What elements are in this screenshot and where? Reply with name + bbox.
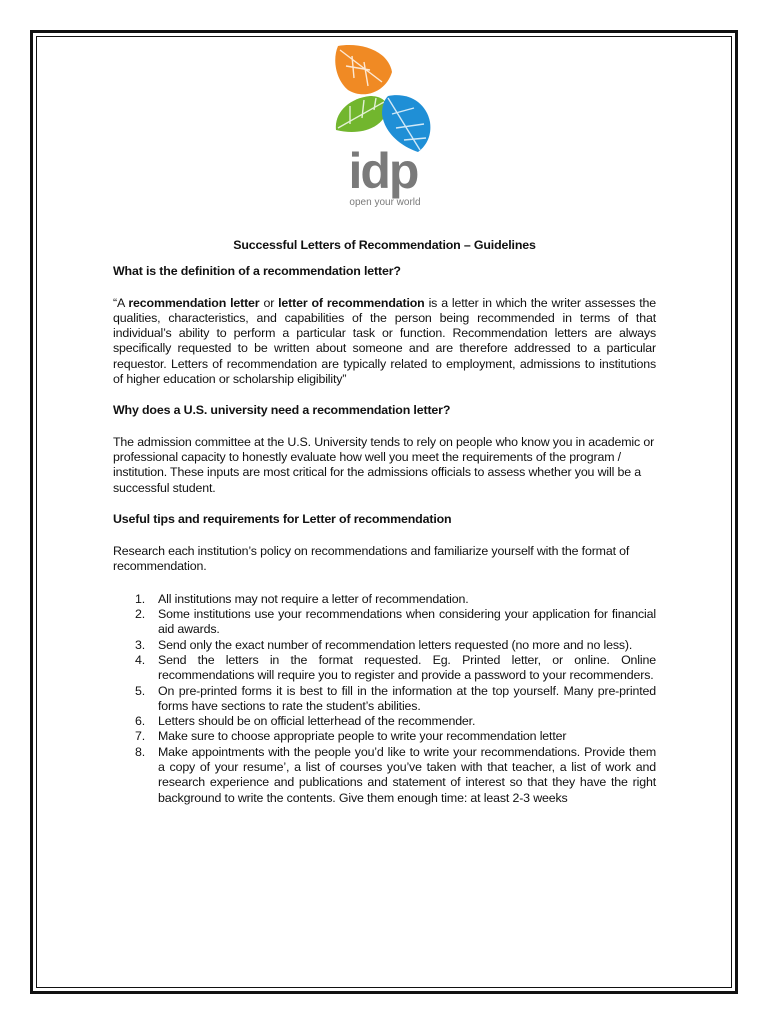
definition-term-letter-of-recommendation: letter of recommendation xyxy=(278,295,425,310)
tips-intro-paragraph: Research each institution’s policy on recommendations and familiarize yourself with the format of recommendation. xyxy=(113,544,630,574)
list-item-number: 7. xyxy=(135,729,146,744)
definition-quote-open: “A xyxy=(113,295,129,310)
list-item xyxy=(135,652,656,684)
list-item xyxy=(135,637,656,653)
list-item-number: 3. xyxy=(135,637,146,652)
list-item-text: Make appointments with the people you’d like to write your recommendations. Provide them a copy of your resume’, a list of courses you’ve taken with that teacher, a list of work and research experience and publications and statement of interest so that they have the right background to write the contents. Give them enough time: at least 2-3 weeks xyxy=(158,744,656,805)
list-item xyxy=(135,607,656,638)
list-item-number: 5. xyxy=(135,683,146,698)
list-item xyxy=(135,591,656,607)
list-item xyxy=(135,714,656,729)
tips-list xyxy=(113,592,656,806)
section-heading-definition: What is the definition of a recommendation letter? xyxy=(113,264,401,279)
list-item-text: All institutions may not require a letter of recommendation. xyxy=(158,591,469,606)
list-item-text: On pre-printed forms it is best to fill in the information at the top yourself. Many pre-printed forms have sections to rate the student’s abilities. xyxy=(158,683,656,713)
definition-text: is a letter in which the writer assesses the qualities, characteristics, and capabilities of the person being recommended in terms of that individual’s ability to perform a particular task or function. Recommendation letters are always specifically requested to be written about someone and are therefore addressed to a particular requestor. Letters of recommendation are typically related to employment, admissions to institutions of higher education or scholarship eligibility” xyxy=(113,295,656,387)
section-heading-why: Why does a U.S. university need a recommendation letter? xyxy=(113,403,451,418)
definition-paragraph xyxy=(113,296,656,388)
document-title: Successful Letters of Recommendation – Guidelines xyxy=(233,238,536,252)
list-item-number: 2. xyxy=(135,607,146,622)
list-item xyxy=(135,729,656,744)
list-item-text: Make sure to choose appropriate people to write your recommendation letter xyxy=(158,729,567,744)
list-item-text: Letters should be on official letterhead of the recommender. xyxy=(158,714,476,729)
list-item xyxy=(135,683,656,715)
why-paragraph: The admission committee at the U.S. University tends to rely on people who know you in academic or professional capacity to honestly evaluate how well you meet the requirements of the program / institution. These inputs are most critical for the admissions officials to assess whether you will be a successful student. xyxy=(113,434,655,495)
list-item xyxy=(135,744,656,806)
list-item-text: Send only the exact number of recommendation letters requested (no more and no less). xyxy=(158,637,633,652)
idp-wordmark: idp xyxy=(348,143,418,199)
list-item-number: 4. xyxy=(135,652,146,667)
list-item-number: 8. xyxy=(135,744,146,759)
list-item-number: 1. xyxy=(135,591,146,606)
definition-or: or xyxy=(259,295,279,310)
list-item-text: Some institutions use your recommendations when considering your application for financial aid awards. xyxy=(158,607,656,637)
document-body xyxy=(113,238,656,806)
definition-term-recommendation-letter: recommendation letter xyxy=(128,295,260,310)
list-item-number: 6. xyxy=(135,714,146,729)
idp-tagline: open your world xyxy=(349,197,421,208)
list-item-text: Send the letters in the format requested. Eg. Printed letter, or online. Online recommendations will require you to register and provide a password to your recommenders. xyxy=(158,652,656,683)
section-heading-tips: Useful tips and requirements for Letter of recommendation xyxy=(113,511,452,526)
idp-logo xyxy=(330,42,440,210)
